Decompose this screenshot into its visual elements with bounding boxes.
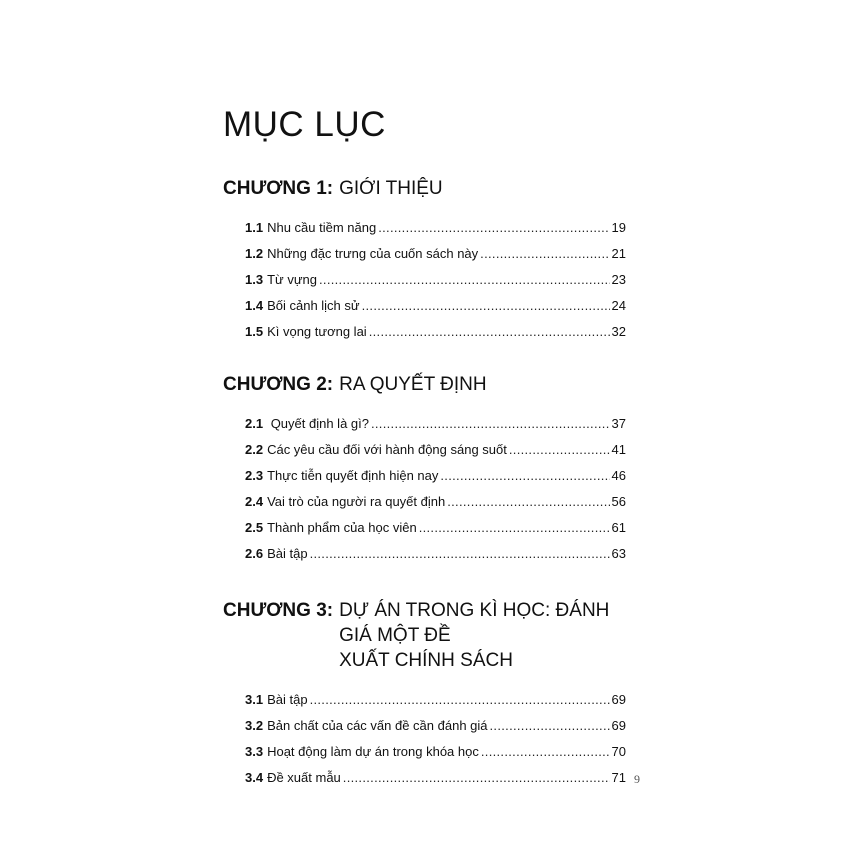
toc-entry[interactable] — [245, 319, 626, 345]
toc-entry[interactable] — [245, 687, 626, 713]
entry-page: 32 — [611, 324, 626, 339]
entry-page: 19 — [611, 220, 626, 235]
entry-number: 2.2 — [245, 442, 264, 457]
entry-text: Bản chất của các vấn đề cần đánh giá — [267, 718, 488, 733]
entry-page: 70 — [611, 744, 626, 759]
entry-page: 69 — [611, 718, 626, 733]
dot-leader — [509, 437, 610, 463]
chapter-title — [339, 598, 643, 673]
entry-text: Bối cảnh lịch sử — [267, 298, 360, 313]
toc-entry[interactable] — [245, 267, 626, 293]
toc-entry[interactable] — [245, 215, 626, 241]
chapter-title-line-1: DỰ ÁN TRONG KÌ HỌC: ĐÁNH GIÁ MỘT ĐỀ — [339, 600, 610, 646]
toc-entry[interactable] — [245, 463, 626, 489]
entry-text: Bài tập — [267, 692, 308, 707]
toc-entry[interactable] — [245, 739, 626, 765]
entry-page: 46 — [611, 468, 626, 483]
entry-text: Bài tập — [267, 546, 308, 561]
dot-leader — [319, 267, 610, 293]
chapter-title: RA QUYẾT ĐỊNH — [339, 374, 487, 395]
toc-entry[interactable] — [245, 437, 626, 463]
entry-text: Những đặc trưng của cuốn sách này — [267, 246, 479, 261]
entry-text: Đề xuất mẫu — [267, 770, 341, 785]
toc-entry[interactable] — [245, 293, 626, 319]
dot-leader — [419, 515, 610, 541]
entry-text: Nhu cầu tiềm năng — [267, 220, 377, 235]
dot-leader — [371, 411, 610, 437]
page-title: MỤC LỤC — [223, 105, 386, 144]
toc-entry[interactable] — [245, 241, 626, 267]
entry-text: Thực tiễn quyết định hiện nay — [267, 468, 439, 483]
entry-page: 56 — [611, 494, 626, 509]
entry-page: 24 — [611, 298, 626, 313]
entry-page: 37 — [611, 416, 626, 431]
entry-text: Từ vựng — [267, 272, 317, 287]
entry-text: Quyết định là gì? — [267, 416, 369, 431]
page-number: 9 — [634, 772, 640, 786]
dot-leader — [490, 713, 610, 739]
entry-page: 69 — [611, 692, 626, 707]
entry-number: 1.1 — [245, 220, 264, 235]
toc-entry[interactable] — [245, 765, 626, 791]
entry-number: 2.5 — [245, 520, 264, 535]
entry-text: Vai trò của người ra quyết định — [267, 494, 446, 509]
dot-leader — [362, 293, 610, 319]
entry-number: 1.4 — [245, 298, 264, 313]
dot-leader — [343, 765, 610, 791]
entry-number: 2.1 — [245, 416, 264, 431]
entry-list — [223, 411, 643, 567]
entry-page: 63 — [611, 546, 626, 561]
dot-leader — [481, 739, 610, 765]
toc-entry[interactable] — [245, 489, 626, 515]
entry-list — [223, 215, 643, 345]
dot-leader — [447, 489, 609, 515]
entry-page: 21 — [611, 246, 626, 261]
entry-text: Các yêu cầu đối với hành động sáng suốt — [267, 442, 507, 457]
chapter-label: CHƯƠNG 2: — [223, 374, 334, 395]
entry-page: 71 — [611, 770, 626, 785]
toc-entry[interactable] — [245, 713, 626, 739]
entry-number: 1.5 — [245, 324, 264, 339]
entry-number: 2.4 — [245, 494, 264, 509]
entry-text: Thành phẩm của học viên — [267, 520, 417, 535]
entry-page: 61 — [611, 520, 626, 535]
chapter-heading — [223, 176, 643, 201]
toc-entry[interactable] — [245, 541, 626, 567]
entry-list — [223, 687, 643, 791]
chapter-heading — [223, 598, 643, 673]
entry-text: Hoạt động làm dự án trong khóa học — [267, 744, 479, 759]
chapter-1 — [223, 176, 643, 345]
entry-number: 3.3 — [245, 744, 264, 759]
dot-leader — [310, 687, 610, 713]
entry-number: 2.6 — [245, 546, 264, 561]
entry-page: 23 — [611, 272, 626, 287]
entry-page: 41 — [611, 442, 626, 457]
entry-number: 3.4 — [245, 770, 264, 785]
dot-leader — [378, 215, 609, 241]
chapter-title: GIỚI THIỆU — [339, 178, 443, 199]
entry-number: 3.2 — [245, 718, 264, 733]
entry-number: 2.3 — [245, 468, 264, 483]
dot-leader — [369, 319, 610, 345]
toc-entry[interactable] — [245, 411, 626, 437]
entry-number: 1.2 — [245, 246, 264, 261]
chapter-label: CHƯƠNG 3: — [223, 600, 334, 621]
entry-number: 3.1 — [245, 692, 264, 707]
dot-leader — [440, 463, 609, 489]
chapter-title-line-2: XUẤT CHÍNH SÁCH — [339, 650, 513, 671]
dot-leader — [310, 541, 610, 567]
dot-leader — [480, 241, 609, 267]
toc-entry[interactable] — [245, 515, 626, 541]
entry-text: Kì vọng tương lai — [267, 324, 367, 339]
chapter-heading — [223, 372, 643, 397]
chapter-3 — [223, 598, 643, 791]
chapter-2 — [223, 372, 643, 567]
entry-number: 1.3 — [245, 272, 264, 287]
chapter-label: CHƯƠNG 1: — [223, 178, 334, 199]
